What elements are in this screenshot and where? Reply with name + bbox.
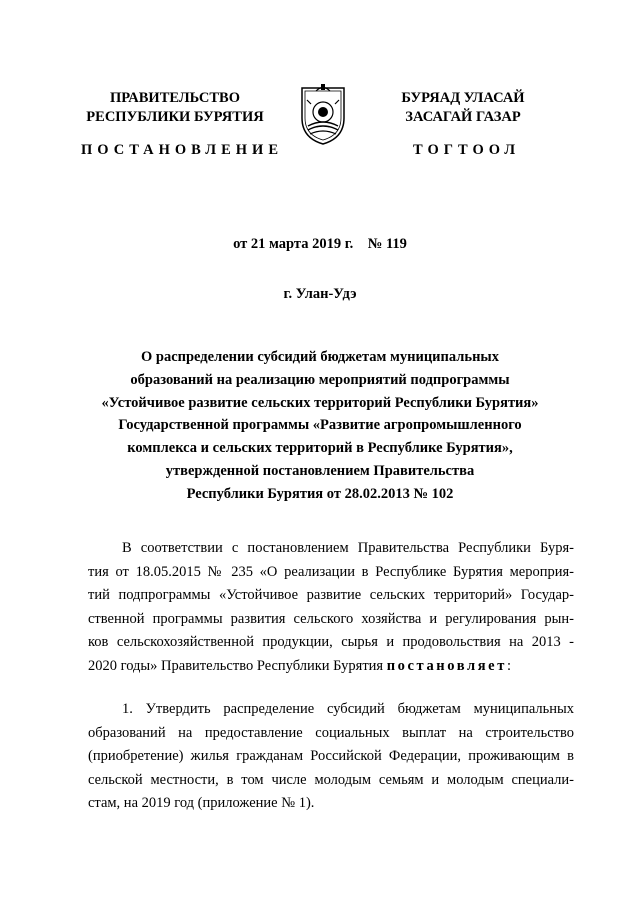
preamble-colon: : [506, 657, 511, 674]
org-name-buryat [348, 89, 578, 126]
org-name-line: БУРЯАД УЛАСАЙ [401, 90, 525, 106]
preamble-ending-text: 2020 годы» Правительство Республики Бурятия [88, 657, 387, 674]
paragraph-line: образований на предоставление социальных выплат на строительство [88, 724, 574, 741]
paragraph-line: сельской местности, в том числе молодым семьям и молодым специали- [88, 771, 574, 788]
org-name-line: РЕСПУБЛИКИ БУРЯТИЯ [86, 108, 264, 125]
title-line: комплекса и сельских территорий в Республике Бурятия», [127, 440, 513, 457]
date-and-number: от 21 марта 2019 г. № 119 [233, 236, 407, 252]
document-type-russian: ПОСТАНОВЛЕНИЕ [81, 142, 284, 158]
paragraph-line: тия от 18.05.2015 № 235 «О реализации в Республике Бурятия мероприя- [88, 563, 574, 580]
preamble-paragraph [88, 537, 574, 678]
clause-1-paragraph [88, 698, 574, 816]
paragraph-line: стам, на 2019 год (приложение № 1). [88, 795, 315, 811]
org-name-russian [60, 89, 290, 126]
title-line: утвержденной постановлением Правительства [165, 462, 475, 479]
title-line: О распределении субсидий бюджетам муниципальных [140, 349, 499, 365]
city: г. Улан-Удэ [283, 286, 357, 302]
paragraph-line: тий подпрограммы «Устойчивое развитие сельских территорий» Государ- [88, 587, 574, 603]
paragraph-line: (приобретение) жилья гражданам Российской Федерации, проживающим в [88, 748, 574, 764]
org-name-line: ЗАСАГАЙ ГАЗАР [405, 108, 521, 125]
paragraph-line: ков сельскохозяйственной продукции, сырья и продовольствия на 2013 - [88, 634, 574, 650]
document-title [70, 346, 570, 506]
paragraph-line: В соответствии с постановлением Правительства Республики Буря- [122, 540, 574, 556]
coat-of-arms-emblem [296, 82, 350, 146]
decree-keyword: постановляет [386, 657, 507, 674]
paragraph-line: 1. Утвердить распределение субсидий бюджетам муниципальных [122, 701, 574, 717]
org-name-line: ПРАВИТЕЛЬСТВО [110, 90, 240, 106]
title-line: Государственной программы «Развитие агропромышленного [118, 417, 522, 434]
document-type-buryat: ТОГТООЛ [413, 142, 521, 158]
title-line: образований на реализацию мероприятий подпрограммы [130, 371, 510, 388]
paragraph-line: ственной программы развития сельского хозяйства и регулирования рын- [88, 610, 574, 627]
title-line: «Устойчивое развитие сельских территорий Республики Бурятия» [101, 394, 539, 411]
paragraph-line [88, 655, 574, 679]
title-line: Республики Бурятия от 28.02.2013 № 102 [186, 485, 454, 502]
